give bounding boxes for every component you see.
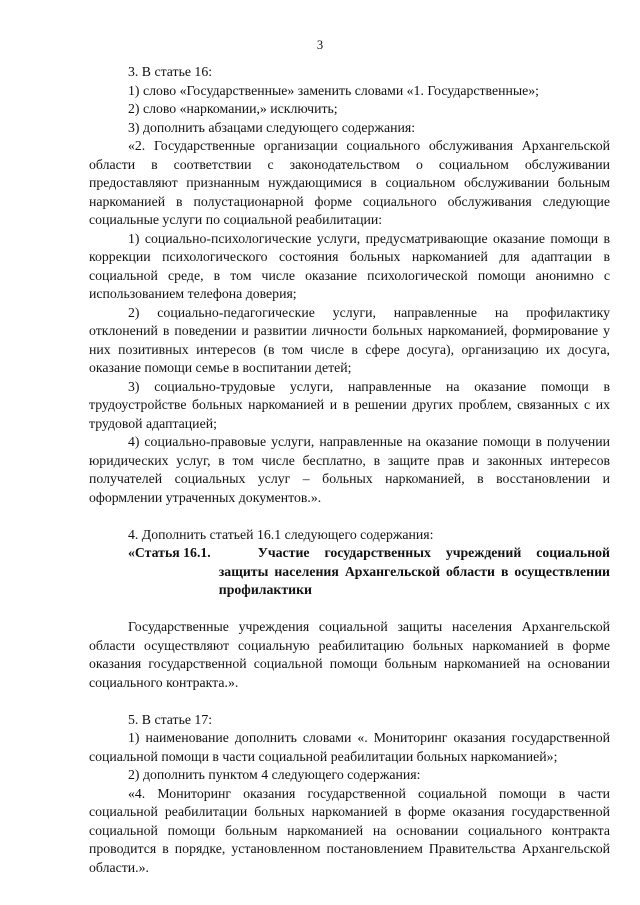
article-16-1-heading xyxy=(89,544,610,600)
paragraph-17-clause-4: «4. Мониторинг оказания государственной социальной помощи в части социальной реабилитации больных наркоманией в форме оказания государственной социальной помощи больным наркоманией на основании социального контракта проводится в порядке, установленном постановлением Правительства Архангельской области.». xyxy=(89,785,610,875)
paragraph-article-16-1-text: Государственные учреждения социальной защиты населения Архангельской области осуществляют социальную реабилитацию больных наркоманией в форме оказания государственной социальной помощи больным наркоманией на основании социального контракта.». xyxy=(89,619,610,690)
article-title: Участие государственных учреждений социальной защиты населения Архангельской области в осуществлении профилактики xyxy=(218,545,610,597)
spacer xyxy=(89,600,610,619)
paragraph-service-2: 2) социально-педагогические услуги, направленные на профилактику отклонений в поведении и развитии личности больных наркоманией, формирование у них позитивных интересов (в том числе в сфере досуга), организацию их досуга, оказание помощи семье в воспитании детей; xyxy=(89,304,610,375)
paragraph-item-3: 3) дополнить абзацами следующего содержания: xyxy=(128,119,416,135)
paragraph-item-2: 2) слово «наркомании,» исключить; xyxy=(128,101,338,116)
paragraph-service-3: 3) социально-трудовые услуги, направленные на оказание помощи в трудоустройстве больных наркоманией и в решении других проблем, связанных с их трудовой адаптацией; xyxy=(89,378,610,431)
paragraph-service-1: 1) социально-психологические услуги, предусматривающие оказание помощи в коррекции психологического состояния больных наркоманией для адаптации в социальной среде, в том числе оказание психологической помощи анонимно с использованием телефона доверия; xyxy=(89,230,610,301)
paragraph-item-4: 4. Дополнить статьей 16.1 следующего содержания: xyxy=(128,526,434,542)
paragraph-article-17-heading: 5. В статье 17: xyxy=(128,711,213,727)
paragraph-article-16-heading: 3. В статье 16: xyxy=(128,64,213,79)
paragraph-service-4: 4) социально-правовые услуги, направленные на оказание помощи в получении юридических услуг, в том числе бесплатно, в защите прав и законных интересов получателей социальных услуг – больных наркоманией, в восстановлении и оформлении утраченных документов.». xyxy=(89,434,610,505)
paragraph-17-item-2: 2) дополнить пунктом 4 следующего содержания: xyxy=(128,767,421,782)
page-number: 3 xyxy=(316,38,324,52)
paragraph-clause-2: «2. Государственные организации социального обслуживания Архангельской области в соответствии с законодательством о социальном обслуживании предоставляют признанным нуждающимися в социальном обслуживании больным наркоманией в полустационарной форме социального обслуживания следующие социальные услуги по социальной реабилитации: xyxy=(89,138,610,227)
paragraph-17-item-1: 1) наименование дополнить словами «. Мониторинг оказания государственной социальной помощи в части социальной реабилитации больных наркоманией»; xyxy=(89,730,610,764)
paragraph-item-1: 1) слово «Государственные» заменить словами «1. Государственные»; xyxy=(128,82,539,98)
spacer xyxy=(89,507,610,526)
article-number: «Статья 16.1. xyxy=(128,545,211,560)
spacer xyxy=(89,692,610,711)
document-body xyxy=(89,63,610,877)
